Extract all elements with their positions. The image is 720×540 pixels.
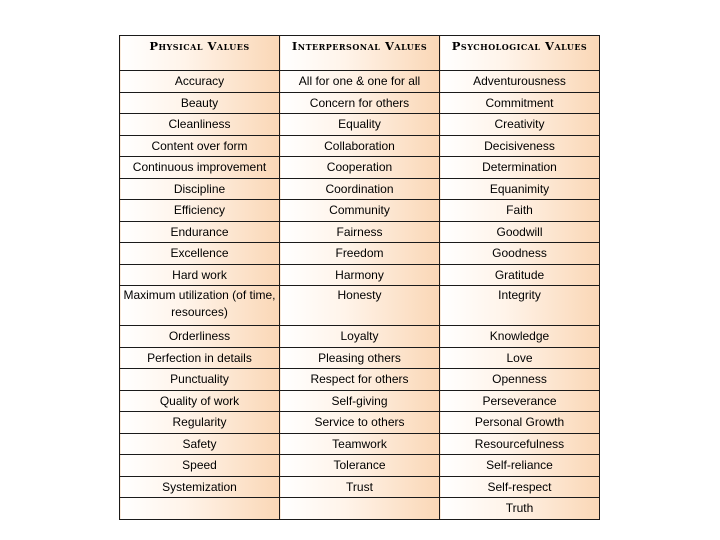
table-row [120, 455, 600, 477]
physical-value-cell: Systemization [120, 476, 280, 498]
table-row [120, 390, 600, 412]
interpersonal-value-cell: Tolerance [280, 455, 440, 477]
psychological-value-cell: Truth [440, 498, 600, 520]
psychological-value-cell: Goodwill [440, 221, 600, 243]
physical-value-cell: Efficiency [120, 200, 280, 222]
interpersonal-value-cell: Respect for others [280, 369, 440, 391]
psychological-value-cell: Goodness [440, 243, 600, 265]
table-row [120, 92, 600, 114]
table-row [120, 286, 600, 326]
table-row [120, 433, 600, 455]
physical-value-cell: Endurance [120, 221, 280, 243]
psychological-value-cell: Creativity [440, 114, 600, 136]
psychological-value-cell: Faith [440, 200, 600, 222]
table-row [120, 200, 600, 222]
interpersonal-value-cell: Coordination [280, 178, 440, 200]
interpersonal-value-cell [280, 498, 440, 520]
table-row [120, 114, 600, 136]
physical-value-cell: Speed [120, 455, 280, 477]
psychological-value-cell: Commitment [440, 92, 600, 114]
table-row [120, 476, 600, 498]
interpersonal-value-cell: Cooperation [280, 157, 440, 179]
table-row [120, 221, 600, 243]
interpersonal-value-cell: Collaboration [280, 135, 440, 157]
physical-value-cell: Perfection in details [120, 347, 280, 369]
table-row [120, 326, 600, 348]
interpersonal-value-cell: Equality [280, 114, 440, 136]
values-table [119, 35, 600, 520]
psychological-value-cell: Love [440, 347, 600, 369]
header-physical-values: Physical Values [120, 36, 280, 71]
psychological-value-cell: Determination [440, 157, 600, 179]
psychological-value-cell: Gratitude [440, 264, 600, 286]
psychological-value-cell: Adventurousness [440, 71, 600, 93]
psychological-value-cell: Equanimity [440, 178, 600, 200]
physical-value-cell: Safety [120, 433, 280, 455]
physical-value-cell: Hard work [120, 264, 280, 286]
physical-value-cell [120, 498, 280, 520]
psychological-value-cell: Perseverance [440, 390, 600, 412]
psychological-value-cell: Integrity [440, 286, 600, 326]
physical-value-cell: Content over form [120, 135, 280, 157]
interpersonal-value-cell: Teamwork [280, 433, 440, 455]
interpersonal-value-cell: Trust [280, 476, 440, 498]
table-row [120, 498, 600, 520]
interpersonal-value-cell: Honesty [280, 286, 440, 326]
physical-value-cell: Excellence [120, 243, 280, 265]
interpersonal-value-cell: Pleasing others [280, 347, 440, 369]
interpersonal-value-cell: Community [280, 200, 440, 222]
header-row [120, 36, 600, 71]
physical-value-cell: Cleanliness [120, 114, 280, 136]
table-row [120, 264, 600, 286]
physical-value-cell: Maximum utilization (of time, resources) [120, 286, 280, 326]
table-row [120, 135, 600, 157]
psychological-value-cell: Personal Growth [440, 412, 600, 434]
psychological-value-cell: Openness [440, 369, 600, 391]
table-row [120, 347, 600, 369]
physical-value-cell: Orderliness [120, 326, 280, 348]
physical-value-cell: Beauty [120, 92, 280, 114]
header-interpersonal-values: Interpersonal Values [280, 36, 440, 71]
psychological-value-cell: Decisiveness [440, 135, 600, 157]
physical-value-cell: Continuous improvement [120, 157, 280, 179]
table-row [120, 412, 600, 434]
physical-value-cell: Punctuality [120, 369, 280, 391]
table-row [120, 178, 600, 200]
physical-value-cell: Quality of work [120, 390, 280, 412]
table-row [120, 71, 600, 93]
psychological-value-cell: Knowledge [440, 326, 600, 348]
interpersonal-value-cell: All for one & one for all [280, 71, 440, 93]
physical-value-cell: Regularity [120, 412, 280, 434]
interpersonal-value-cell: Loyalty [280, 326, 440, 348]
table-row [120, 157, 600, 179]
interpersonal-value-cell: Fairness [280, 221, 440, 243]
psychological-value-cell: Self-respect [440, 476, 600, 498]
interpersonal-value-cell: Harmony [280, 264, 440, 286]
table-row [120, 369, 600, 391]
interpersonal-value-cell: Concern for others [280, 92, 440, 114]
physical-value-cell: Accuracy [120, 71, 280, 93]
interpersonal-value-cell: Self-giving [280, 390, 440, 412]
interpersonal-value-cell: Service to others [280, 412, 440, 434]
table-row [120, 243, 600, 265]
psychological-value-cell: Self-reliance [440, 455, 600, 477]
psychological-value-cell: Resourcefulness [440, 433, 600, 455]
physical-value-cell: Discipline [120, 178, 280, 200]
interpersonal-value-cell: Freedom [280, 243, 440, 265]
table-body [120, 71, 600, 520]
header-psychological-values: Psychological Values [440, 36, 600, 71]
